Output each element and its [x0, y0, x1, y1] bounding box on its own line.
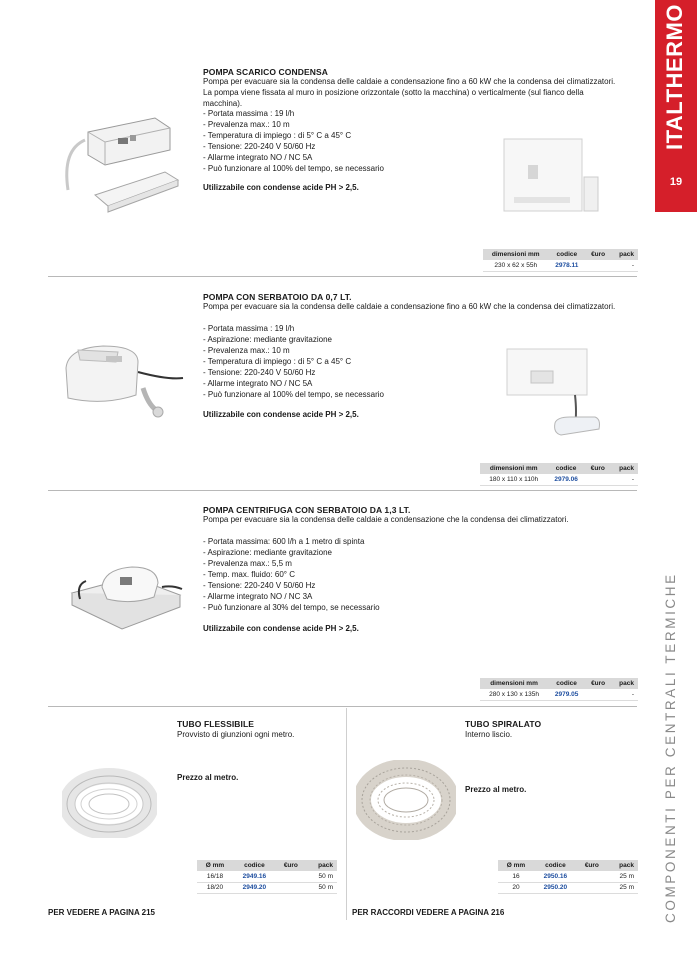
section-label: COMPONENTI PER CENTRALI TERMICHE	[663, 572, 678, 923]
separator	[48, 490, 637, 491]
spec-item: - Temp. max. fluido: 60° C	[203, 570, 295, 579]
th-pack: pack	[611, 249, 638, 260]
spec-item: - Temperatura di impiego : di 5° C a 45° C	[203, 131, 352, 140]
product-title: POMPA CENTRIFUGA CON SERBATOIO DA 1,3 LT.	[203, 505, 411, 515]
th-pack: pack	[611, 463, 638, 474]
table-row: 20 2950.20 25 m	[498, 882, 638, 893]
spec-item: - Allarme integrato NO / NC 5A	[203, 153, 313, 162]
product-description: Pompa per evacuare sia la condensa delle caldaie a condensazione che la condensa dei climatizzatori.	[203, 515, 569, 524]
table-row: 230 x 62 x 55h 2978.11 -	[483, 260, 638, 271]
price-note: Prezzo al metro.	[177, 773, 239, 782]
product-table	[480, 463, 638, 486]
spec-item: - Aspirazione: mediante gravitazione	[203, 335, 332, 344]
boiler-image	[500, 135, 605, 220]
column-divider	[346, 708, 347, 920]
th-code: codice	[549, 249, 586, 260]
product-title: POMPA CON SERBATOIO DA 0,7 LT.	[203, 292, 352, 302]
th-dimensions: dimensioni mm	[480, 463, 547, 474]
spec-item: - Tensione: 220-240 V 50/60 Hz	[203, 368, 316, 377]
condensate-pump-image	[60, 110, 185, 220]
product-title: TUBO FLESSIBILE	[177, 719, 255, 729]
spec-item: - Portata massima : 19 l/h	[203, 109, 295, 118]
product-table	[483, 249, 638, 272]
product-description: Interno liscio.	[465, 730, 513, 739]
product-title: TUBO SPIRALATO	[465, 719, 542, 729]
spec-item: - Può funzionare al 30% del tempo, se necessario	[203, 603, 380, 612]
spec-item: - Allarme integrato NO / NC 5A	[203, 379, 313, 388]
th-diameter: Ø mm	[498, 860, 534, 871]
product-table	[498, 860, 638, 894]
product-note: Utilizzabile con condense acide PH > 2,5.	[203, 624, 359, 633]
flexible-tube-image	[62, 768, 157, 838]
cross-reference: PER VEDERE A PAGINA 215	[48, 908, 155, 917]
brand-logo: ITALTHERMO	[662, 4, 687, 150]
spec-list	[203, 108, 384, 174]
product-title: POMPA SCARICO CONDENSA	[203, 67, 328, 77]
product-description: Pompa per evacuare sia la condensa delle caldaie a condensazione fino a 60 kW che la condensa dei climatizzatori.	[203, 302, 616, 311]
tank-pump-image	[58, 340, 188, 420]
th-euro: €uro	[577, 860, 607, 871]
table-row: 16/18 2949.16 50 m	[197, 871, 337, 882]
product-table	[480, 678, 638, 701]
table-row: 280 x 130 x 135h 2979.05 -	[480, 689, 638, 700]
separator	[48, 706, 637, 707]
spec-item: - Portata massima : 19 l/h	[203, 324, 295, 333]
separator	[48, 276, 637, 277]
spec-item: - Può funzionare al 100% del tempo, se necessario	[203, 164, 384, 173]
table-row: 18/20 2949.20 50 m	[197, 882, 337, 893]
th-pack: pack	[607, 860, 638, 871]
th-code: codice	[534, 860, 577, 871]
th-euro: €uro	[276, 860, 306, 871]
spec-item: - Prevalenza max.: 10 m	[203, 120, 290, 129]
th-pack: pack	[611, 678, 638, 689]
spiral-tube-image	[356, 760, 456, 840]
spec-item: - Aspirazione: mediante gravitazione	[203, 548, 332, 557]
product-table	[197, 860, 337, 894]
spec-item: - Può funzionare al 100% del tempo, se necessario	[203, 390, 384, 399]
th-code: codice	[548, 678, 585, 689]
spec-item: - Prevalenza max.: 5,5 m	[203, 559, 292, 568]
spec-list	[203, 323, 384, 400]
product-note: Utilizzabile con condense acide PH > 2,5.	[203, 183, 359, 192]
th-euro: €uro	[585, 249, 611, 260]
spec-item: - Allarme integrato NO / NC 3A	[203, 592, 313, 601]
boiler-image	[505, 345, 605, 440]
centrifugal-pump-image	[62, 555, 187, 635]
product-description: Pompa per evacuare sia la condensa delle caldaie a condensazione fino a 60 kW che la condensa dei climatizzatori. La pompa viene fissata al muro in posizione orizzontale (sotto la macchina) o verticalmente (sul fianco della macchina).	[203, 77, 616, 108]
product-description: Provvisto di giunzioni ogni metro.	[177, 730, 295, 739]
spec-item: - Tensione: 220-240 V 50/60 Hz	[203, 142, 316, 151]
spec-item: - Prevalenza max.: 10 m	[203, 346, 290, 355]
spec-item: - Portata massima: 600 l/h a 1 metro di spinta	[203, 537, 365, 546]
table-row: 180 x 110 x 110h 2979.06 -	[480, 474, 638, 485]
spec-list	[203, 536, 380, 613]
cross-reference: PER RACCORDI VEDERE A PAGINA 216	[352, 908, 505, 917]
product-note: Utilizzabile con condense acide PH > 2,5.	[203, 410, 359, 419]
th-dimensions: dimensioni mm	[480, 678, 548, 689]
th-code: codice	[547, 463, 584, 474]
th-pack: pack	[306, 860, 337, 871]
page-number: 19	[669, 176, 683, 188]
spec-item: - Tensione: 220-240 V 50/60 Hz	[203, 581, 316, 590]
price-note: Prezzo al metro.	[465, 785, 527, 794]
th-dimensions: dimensioni mm	[483, 249, 549, 260]
th-euro: €uro	[585, 678, 611, 689]
brand-strip	[655, 0, 697, 212]
th-diameter: Ø mm	[197, 860, 233, 871]
table-row: 16 2950.16 25 m	[498, 871, 638, 882]
th-code: codice	[233, 860, 276, 871]
th-euro: €uro	[585, 463, 611, 474]
spec-item: - Temperatura di impiego : di 5° C a 45° C	[203, 357, 352, 366]
